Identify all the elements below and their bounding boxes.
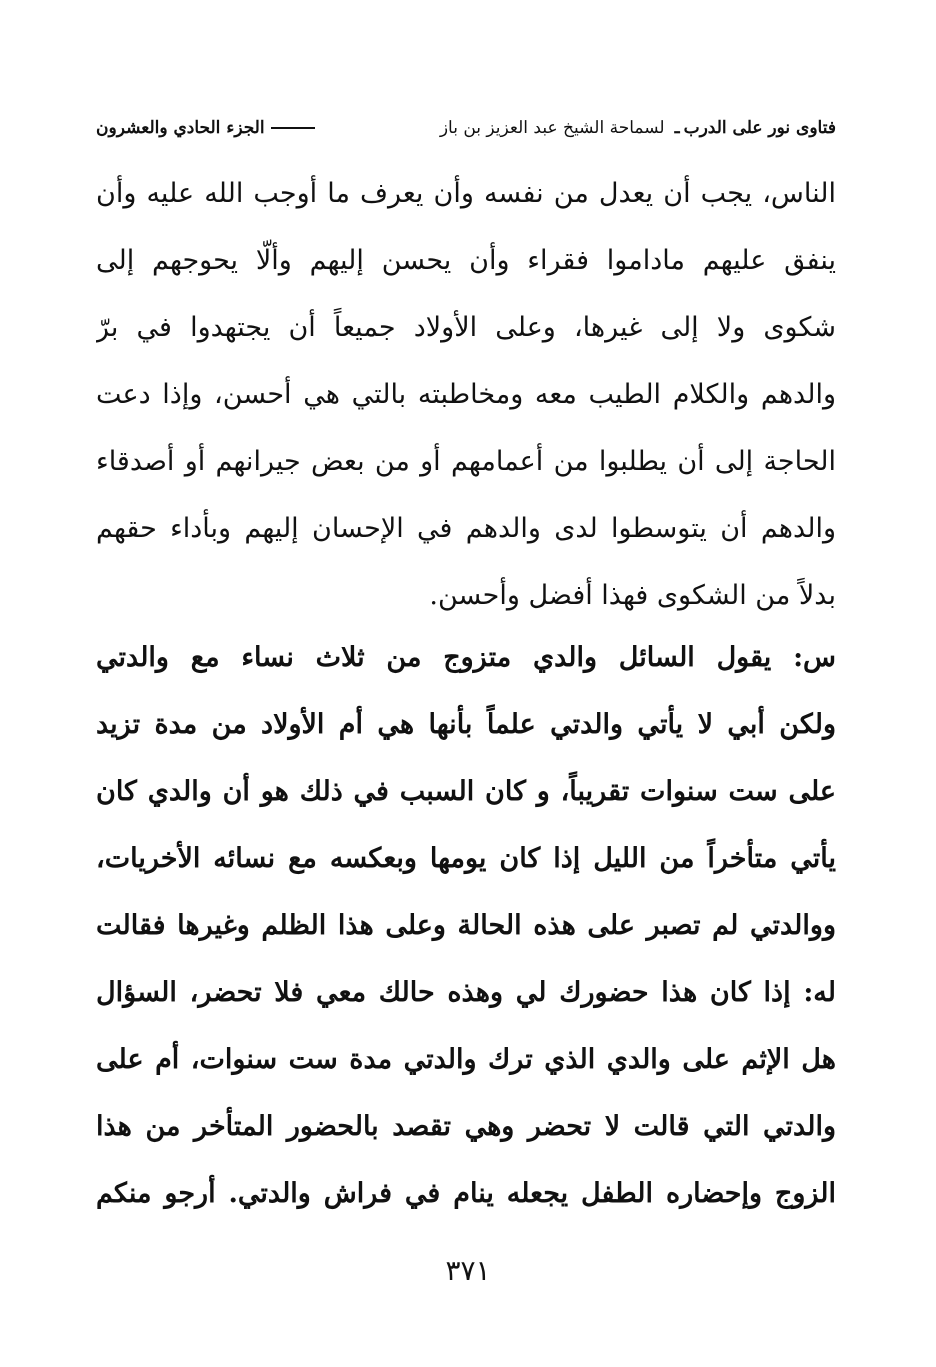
answer-line: شكوى ولا إلى غيرها، وعلى الأولاد جميعاً أن يجتهدوا في برّ xyxy=(96,312,836,343)
answer-line: ينفق عليهم ماداموا فقراء وأن يحسن إليهم وألّا يحوجهم إلى xyxy=(96,245,836,276)
question-line: الزوج وإحضاره الطفل يجعله ينام في فراش والدتي. أرجو منكم xyxy=(96,1178,836,1209)
question-line: والدتي التي قالت لا تحضر وهي تقصد بالحضور المتأخر من هذا xyxy=(96,1111,836,1142)
header-left-part xyxy=(96,118,321,138)
header-separator: ـ xyxy=(674,118,680,138)
header-right-part xyxy=(440,118,836,138)
question-line: له: إذا كان هذا حضورك لي وهذه حالك معي فلا تحضر، السؤال xyxy=(96,977,836,1008)
answer-line: بدلاً من الشكوى فهذا أفضل وأحسن. xyxy=(429,580,836,611)
page-number: ٣٧١ xyxy=(445,1254,491,1287)
answer-line: الناس، يجب أن يعدل من نفسه وأن يعرف ما أوجب الله عليه وأن xyxy=(96,178,836,209)
question-line: س: يقول السائل والدي متزوج من ثلاث نساء مع والدتي xyxy=(96,642,836,673)
answer-line: الحاجة إلى أن يطلبوا من أعمامهم أو من بعض جيرانهم أو أصدقاء xyxy=(96,446,836,477)
volume-label: الجزء الحادي والعشرون xyxy=(96,118,265,138)
question-line: يأتي متأخراً من الليل إذا كان يومها وبعكسه مع نسائه الأخريات، xyxy=(96,843,836,874)
header-dash-line xyxy=(271,127,315,129)
answer-paragraph xyxy=(96,160,836,629)
question-line: هل الإثم على والدي الذي ترك والدتي مدة ست سنوات، أم على xyxy=(96,1044,836,1075)
question-line: ووالدتي لم تصبر على هذه الحالة وعلى هذا الظلم وغيرها فقالت xyxy=(96,910,836,941)
question-line: على ست سنوات تقريباً، و كان السبب في ذلك هو أن والدي كان xyxy=(96,776,836,807)
answer-line: والدهم والكلام الطيب معه ومخاطبته بالتي هي أحسن، وإذا دعت xyxy=(96,379,836,410)
answer-line: والدهم أن يتوسطوا لدى والدهم في الإحسان إليهم وبأداء حقهم xyxy=(96,513,836,544)
question-paragraph xyxy=(96,624,836,1227)
question-line: ولكن أبي لا يأتي والدتي علماً بأنها هي أم الأولاد من مدة تزيد xyxy=(96,709,836,740)
author-name: لسماحة الشيخ عبد العزيز بن باز xyxy=(439,118,665,138)
book-title: فتاوى نور على الدرب xyxy=(683,118,836,138)
running-header xyxy=(96,112,836,144)
